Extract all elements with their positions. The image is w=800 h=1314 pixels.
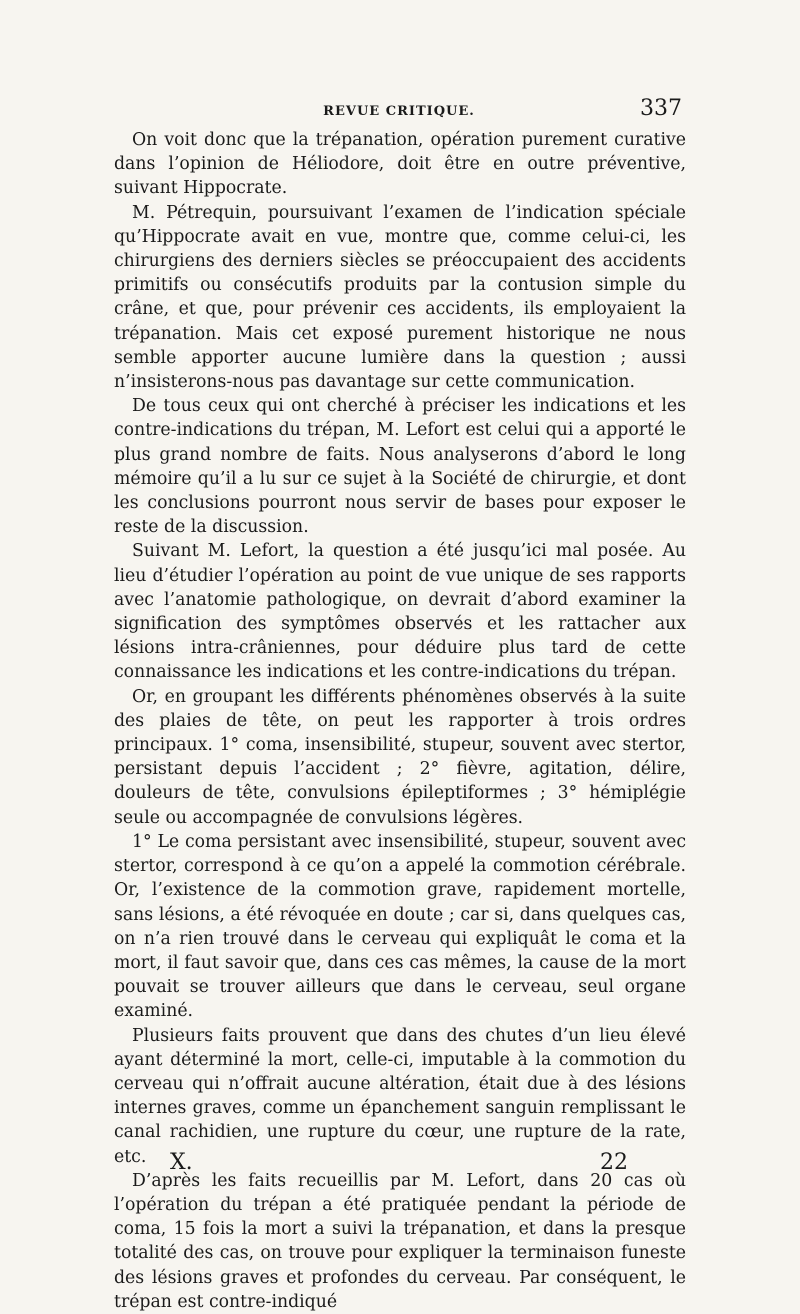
paragraph: 1° Le coma persistant avec insensibilité, stupeur, souvent avec stertor, correspond à ce qu’on a appelé la commotion cérébrale. Or, l’existence de la commotion grave, rapidement mortelle, sans lésions, a été révoquée en doute ; car si, dans quelques cas, on n’a rien trouvé dans le cerveau qui expliquât le coma et la mort, il faut savoir que, dans ces cas mêmes, la cause de la mort pouvait se trouver ailleurs que dans le cerveau, seul organe examiné.	[114, 831, 686, 1022]
body-text	[114, 128, 686, 1314]
page-footer	[170, 1150, 628, 1180]
paragraph: Or, en groupant les différents phénomènes observés à la suite des plaies de tête, on peut les rapporter à trois ordres principaux. 1° coma, insensibilité, stupeur, souvent avec stertor, persistant depuis l’accident ; 2° fièvre, agitation, délire, douleurs de tête, convulsions épileptiformes ; 3° hémiplégie seule ou accompagnée de convulsions légères.	[114, 686, 686, 828]
paragraph: Suivant M. Lefort, la question a été jusqu’ici mal posée. Au lieu d’étudier l’opération au point de vue unique de ses rapports avec l’anatomie pathologique, on devrait d’abord examiner la signification des symptômes observés et les rattacher aux lésions intra-crâniennes, pour déduire plus tard de cette connaissance les indications et les contre-indications du trépan.	[114, 541, 686, 683]
running-head	[116, 96, 682, 122]
paragraph: Plusieurs faits prouvent que dans des chutes d’un lieu élevé ayant déterminé la mort, celle-ci, imputable à la commotion du cerveau qui n’offrait aucune altération, était due à des lésions internes graves, comme un épanchement sanguin remplissant le canal rachidien, une rupture du cœur, une rupture de la rate, etc.	[114, 1025, 686, 1167]
signature-mark: X.	[170, 1150, 193, 1175]
paragraph: M. Pétrequin, poursuivant l’examen de l’indication spéciale qu’Hippocrate avait en vue, montre que, comme celui-ci, les chirurgiens des derniers siècles se préoccupaient des accidents primitifs ou consécutifs produits par la contusion simple du crâne, et que, pour prévenir ces accidents, ils employaient la trépanation. Mais cet exposé purement historique ne nous semble apporter aucune lumière dans la question ; aussi n’insisterons-nous pas davantage sur cette communication.	[114, 202, 686, 393]
paragraph: On voit donc que la trépanation, opération purement curative dans l’opinion de Héliodore, doit être en outre préventive, suivant Hippocrate.	[114, 130, 686, 199]
sheet-number: 22	[600, 1150, 628, 1175]
paragraph: D’après les faits recueillis par M. Lefort, dans 20 cas où l’opération du trépan a été pratiquée pendant la période de coma, 15 fois la mort a suivi la trépanation, et dans la presque totalité des cas, on trouve pour expliquer la terminaison funeste des lésions graves et profondes du cerveau. Par conséquent, le trépan est contre-indiqué	[114, 1170, 686, 1312]
page-number: 337	[640, 96, 682, 121]
running-title: REVUE CRITIQUE.	[323, 104, 475, 119]
paragraph: De tous ceux qui ont cherché à préciser les indications et les contre-indications du trépan, M. Lefort est celui qui a apporté le plus grand nombre de faits. Nous analyserons d’abord le long mémoire qu’il a lu sur ce sujet à la Société de chirurgie, et dont les conclusions pourront nous servir de bases pour exposer le reste de la discussion.	[114, 396, 686, 538]
